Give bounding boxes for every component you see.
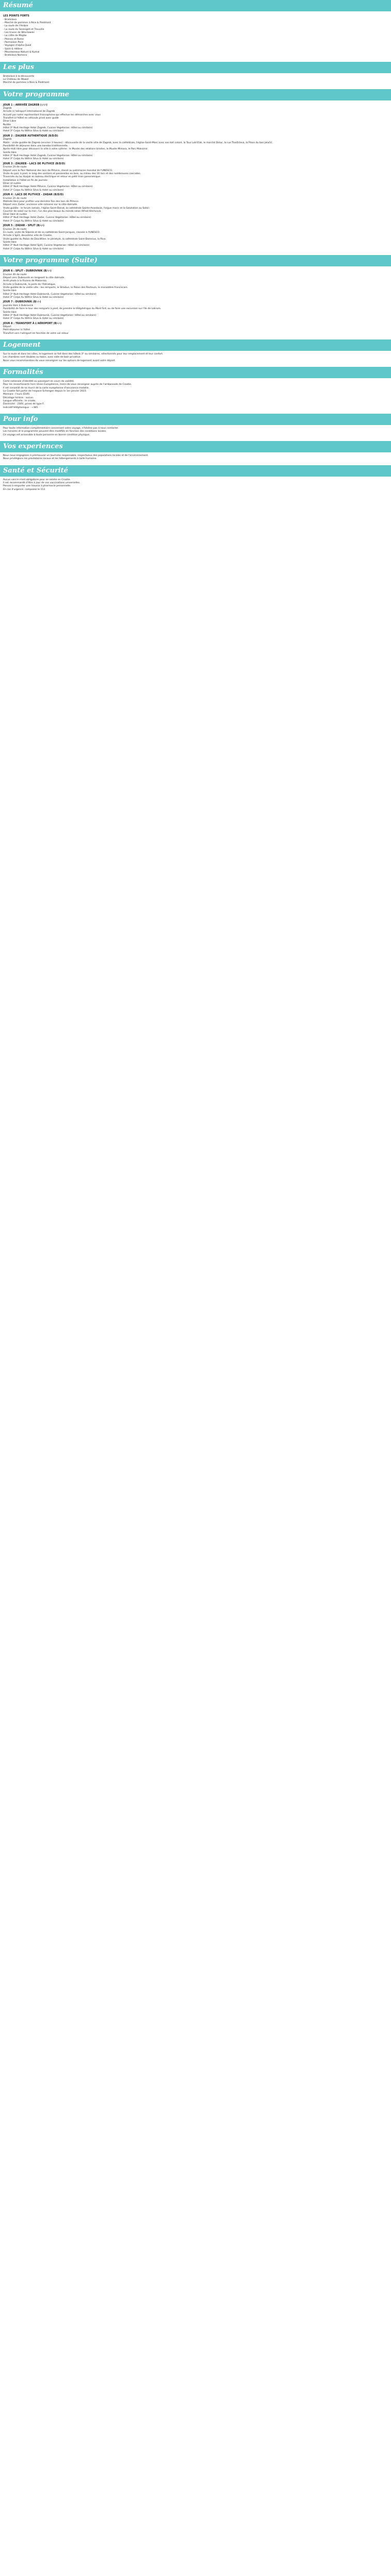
formalites-text: Carte nationale d'identité ou passeport en cours de validité. Pour les ressortissants hors Union Européenne, merci de vous renseigner auprès de l'ambassade de Croatie. Il est conseillé de se munir de la carte européenne d'assurance maladie. La Croatie fait partie de l'espace Schengen depuis le 1er janvier 2023. Monnaie : l'euro (EUR). Décalage horaire : aucun. Langue officielle : le croate. Électricité : 230V, prises de type F. Indicatif téléphonique : +385.: [3, 380, 132, 409]
day-body: Environ 4h de route Départ vers Dubrovnik en longeant la côte dalmate. Arrêt photo à la Riviera de Makarska. Arrivée à Dubrovnik, la perle de l'Adriatique. Visite guidée de la vieille ville : les remparts, le Stradun, le Palais des Recteurs, le monastère franciscain. Soirée libre Hôtel 3* Nuit Heritage Hotel Dubrovnik, Cuisine Vegetarian: Hôtel ou similaire) Hotel 3* Colpo Au Wilhin Silva & Hotel ou similaire): [3, 273, 128, 299]
tourisme-section: [0, 452, 391, 465]
programme-section: [0, 100, 391, 256]
day-body: Zagreb Arrivée à l'aéroport international de Zagreb Accueil par notre représentant francophone qui effectue les démarches avec vous Transfert à l'hôtel en véhicule privé avec guide Dîner Libre Nuitée Hôtel 3* Nuit Heritage Hotel Zagreb, Cuisine Vegetarian: Hôtel ou similaire) Hotel 3* Colpo Au Wilhin Silva & Hotel ou similaire): [3, 107, 101, 133]
day-title: JOUR 1 : ARRIVÉE ZAGREB (-/-/-): [3, 104, 47, 107]
day-title: JOUR 7 : DUBROVNIK (B/-/-): [3, 301, 41, 304]
logement-section: [0, 351, 391, 367]
sante-text: Aucun vaccin n'est obligatoire pour se rendre en Croatie. Il est recommandé d'être à jour de vos vaccinations universelles. Pensez à emporter une trousse à pharmacie personnelle. En cas d'urgence, composez le 112.: [3, 478, 80, 491]
day-block: [3, 194, 388, 223]
section-header-programme-suite: Votre programme (Suite): [0, 255, 391, 266]
tourisme-text: Nous nous engageons à promouvoir un tourisme responsable, respectueux des populations locales et de l'environnement. Nous privilégions les prestataires locaux et les hébergements à taille humaine.: [3, 454, 149, 461]
sante-section: [0, 477, 391, 496]
day-title: JOUR 5 : ZADAR - SPLIT (B/-/-): [3, 225, 44, 228]
section-header-tourisme: Vos experiences: [0, 441, 391, 452]
resume-points: - Bratislava - Marché de pommes à Nice & Piedmont - La route de l'Ambre - La route du Serengeti et Trouville - Les traces de Wroclawski - La crête de Maybe - Pleines et Rome - Parmaison Paris - Voyages d'alpha Quod - Saint & Hélène - Mountainous Nature & Kumal - Bratislava Nomeco: [3, 18, 51, 57]
page: [0, 0, 391, 496]
pour-info-text: Pour toute information complémentaire concernant votre voyage, n'hésitez pas à nous contacter. Les horaires et le programme peuvent être modifiés en fonction des conditions locales. Ce voyage est accessible à toute personne en bonne condition physique.: [3, 427, 119, 436]
day-block: [3, 225, 388, 251]
section-header-logement: Logement: [0, 340, 391, 351]
day-title: JOUR 2 : ZAGREB AUTHENTIQUE (B/D/D): [3, 134, 58, 138]
section-header-resume: Résumé: [0, 0, 391, 11]
formalites-section: [0, 378, 391, 414]
section-header-pour-info: Pour info: [0, 414, 391, 425]
logement-text: Sur la route et dans les villes, le logement se fait dans des hôtels 3* ou similaires, sélectionnés pour leur emplacement et leur confort. Les chambres sont doubles ou twins, avec salle de bain privative. Nous vous recommandons de vous renseigner sur les options de logement avant votre départ.: [3, 353, 164, 362]
day-body: Journée libre à Dubrovnik Possibilité de faire le tour des remparts à pied, de prendre le téléphérique du Mont Srđ, ou de faire une excursion sur l'île de Lokrum. Soirée libre Hôtel 3* Nuit Heritage Hotel Dubrovnik, Cuisine Vegetarian: Hôtel ou similaire) Hotel 3* Colpo Au Wilhin Silva & Hotel ou similaire): [3, 304, 161, 320]
lieux-section: [0, 73, 391, 89]
day-body: Départ Petit-déjeuner à l'hôtel Transfert vers l'aéroport en fonction de votre vol retour: [3, 326, 69, 335]
day-title: JOUR 3 : ZAGREB - LACS DE PLITVICE (B/D/D): [3, 162, 66, 165]
day-body: Environ 2h de route En route, visite de Šibenik et de sa cathédrale Saint-Jacques, classée à l'UNESCO. Arrivée à Split, deuxième ville de Croatie. Visite guidée du Palais de Dioclétien, le péristyle, la cathédrale Saint-Domnius, la Riva. Soirée libre Hôtel 3* Nuit Heritage Hotel Split, Cuisine Vegetarian: Hôtel ou similaire) Hotel 3* Colpo Au Wilhin Silva & Hotel ou similaire): [3, 228, 106, 250]
day-title: JOUR 8 : TRANSFERT À L'AÉROPORT (B/-/-): [3, 322, 62, 325]
section-header-lieux: Les plus: [0, 62, 391, 73]
day-block: [3, 270, 388, 299]
section-header-formalites: Formalités: [0, 367, 391, 378]
day-block: [3, 104, 388, 133]
resume-section: [0, 11, 391, 62]
day-body: Zagreb Matin : visite guidée de Zagreb (environ 3 heures) : découverte de la vieille ville de Zagreb, avec la cathédrale, l'église Saint-Marc avec son toit coloré, la Tour Lotrščak, le marché Dolac, la rue Tkalčićeva, la Place du ban Jelačić. Possibilité de déjeuner dans une konoba traditionnelle. Après-midi libre pour découvrir la ville à votre rythme : le Musée des relations brisées, le Musée Mimara, le Parc Maksimir. Soirée libre Hôtel 3* Nuit Heritage Hotel Zagreb, Cuisine Vegetarian: Hôtel ou similaire) Hotel 3* Colpo Au Wilhin Silva & Hotel ou similaire): [3, 138, 273, 161]
programme-suite-section: [0, 266, 391, 340]
day-body: Environ 2h de route Départ vers le Parc National des lacs de Plitvice, classé au patrimoine mondial de l'UNESCO. Visite du parc à pied, le long des sentiers et passerelles en bois, au milieu des 16 lacs et des nombreuses cascades. Traversée du lac Kozjak en bateau électrique et retour en petit train panoramique. Installation à l'hôtel en fin de journée Dîner et nuitée Hôtel 3* Nuit Heritage Hotel Plitvice, Cuisine Vegetarian: Hôtel ou similaire) Hotel 3* Colpo Au Wilhin Silva & Hotel ou similaire): [3, 166, 141, 192]
pour-info-section: [0, 425, 391, 441]
day-block: [3, 323, 388, 336]
day-title: JOUR 4 : LACS DE PLITVICE - ZADAR (B/D/D): [3, 193, 64, 196]
day-block: [3, 301, 388, 320]
lieux-text: Bratislava à la découverte Le Château de Wawel Marché de pommes à Nice & Piedmont: [3, 75, 50, 84]
day-block: [3, 135, 388, 161]
day-title: JOUR 6 : SPLIT - DUBROVNIK (B/-/-): [3, 270, 52, 273]
section-header-programme: Votre programme: [0, 89, 391, 100]
section-header-sante: Santé et Sécurité: [0, 465, 391, 477]
day-block: [3, 163, 388, 192]
resume-heading: LES POINTS FORTS: [3, 15, 29, 18]
day-body: Environ 2h de route Matinée libre pour profiter une dernière fois des lacs de Plitvice. Départ vers Zadar, ancienne ville romaine sur la côte dalmate. Visite guidée : le forum romain, l'église Saint-Donat, la cathédrale Sainte-Anastasie, l'orgue marin et la Salutation au Soleil. Coucher de soleil sur la mer, l'un des plus beaux du monde selon Alfred Hitchcock. Dîner libre et nuitée Hôtel 3* Nuit Heritage Hotel Zadar, Cuisine Vegetarian: Hôtel ou similaire) Hotel 3* Colpo Au Wilhin Silva & Hotel ou similaire): [3, 197, 150, 223]
